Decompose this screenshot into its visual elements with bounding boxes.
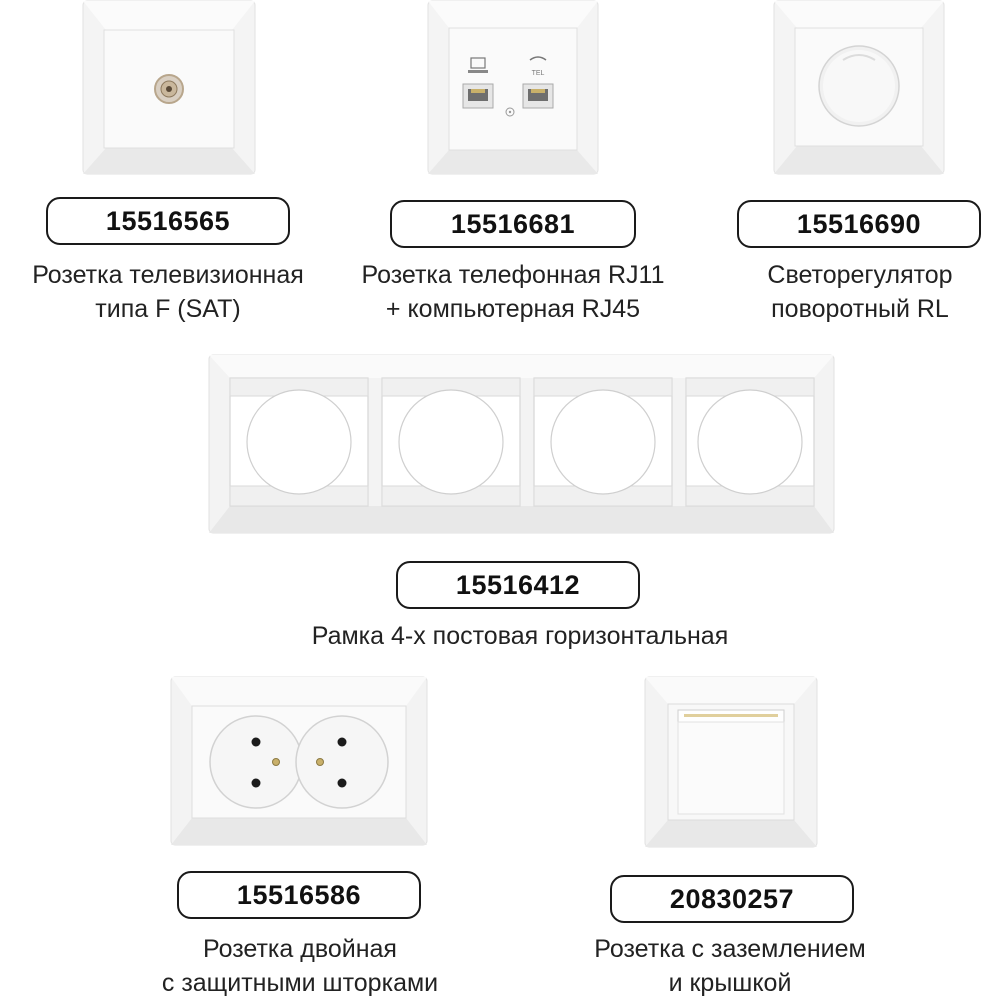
product-description: [250, 619, 790, 653]
dimmer-icon: [773, 0, 945, 175]
product-code-badge: 20830257: [610, 875, 854, 923]
description-line-2: поворотный RL: [771, 295, 949, 323]
description-line-1: Розетка двойная: [203, 935, 397, 963]
rj-socket-icon: [427, 0, 599, 175]
description-line-2: типа F (SAT): [95, 295, 241, 323]
double-socket-icon: [170, 676, 428, 846]
product-description: [0, 258, 336, 326]
description-line-1: Рамка 4-х постовая горизонтальная: [311, 622, 729, 650]
product-code-badge: 15516565: [46, 197, 290, 245]
product-code-badge: 15516586: [177, 871, 421, 919]
product-code-badge: 15516690: [737, 200, 981, 248]
covered-socket-icon: [644, 676, 818, 848]
product-code-badge: 15516412: [396, 561, 640, 609]
frame-4-gang-icon: [208, 354, 835, 534]
description-line-1: Розетка телефонная RJ11: [361, 261, 665, 289]
product-description: [140, 932, 460, 1000]
tel-label: TEL: [531, 70, 545, 77]
product-description: [333, 258, 693, 326]
description-line-1: Розетка с заземлением: [594, 935, 866, 963]
product-code-badge: 15516681: [390, 200, 636, 248]
description-line-1: Розетка телевизионная: [32, 261, 304, 289]
product-description: [560, 932, 900, 1000]
description-line-2: и крышкой: [668, 969, 792, 997]
tv-socket-icon: [82, 0, 256, 175]
product-description: [700, 258, 1000, 326]
description-line-1: Светорегулятор: [767, 261, 953, 289]
description-line-2: с защитными шторками: [161, 969, 439, 997]
description-line-2: + компьютерная RJ45: [385, 295, 641, 323]
